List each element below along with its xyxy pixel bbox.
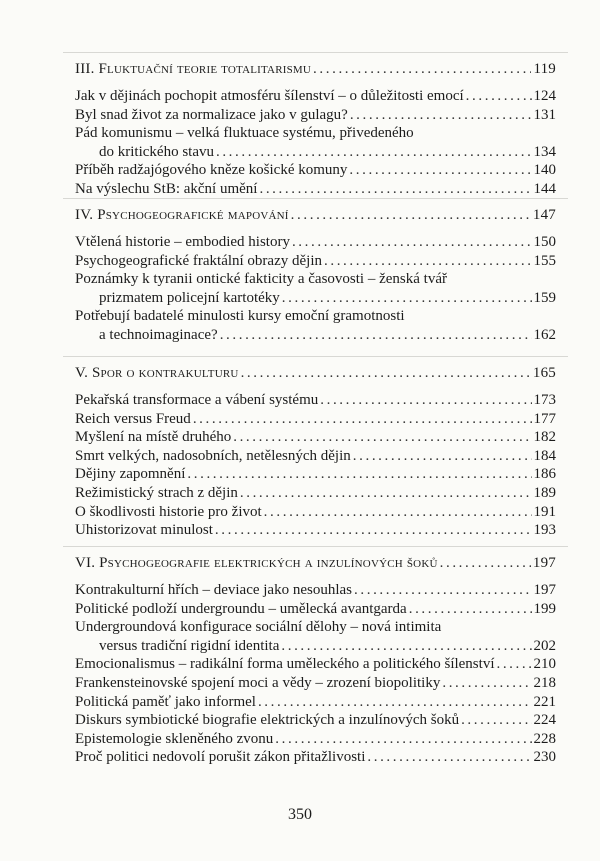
toc-entry xyxy=(75,307,556,326)
section-page: 147 xyxy=(532,207,556,223)
entry-page: 177 xyxy=(533,410,556,427)
entry-title: a technoimaginace? xyxy=(99,326,218,343)
leader-dots xyxy=(215,521,532,540)
entry-title: Psychogeografické fraktální obrazy dějin xyxy=(75,252,322,269)
toc-entry xyxy=(75,428,556,447)
section-heading xyxy=(75,364,556,384)
section-divider xyxy=(63,546,568,547)
toc-entry xyxy=(75,252,556,271)
toc-entry xyxy=(75,581,556,600)
entry-page: 134 xyxy=(533,143,556,160)
toc-entry xyxy=(75,447,556,466)
entry-page: 162 xyxy=(533,326,556,343)
leader-dots xyxy=(281,637,531,656)
leader-dots xyxy=(187,465,531,484)
toc-entry xyxy=(75,600,556,619)
toc-entry xyxy=(75,637,556,656)
toc-entry xyxy=(75,143,556,162)
toc-entry xyxy=(75,326,556,345)
toc-section xyxy=(75,364,556,540)
toc-entry xyxy=(75,730,556,749)
entry-page: 193 xyxy=(533,522,556,539)
toc-section xyxy=(75,206,556,345)
leader-dots xyxy=(240,484,532,503)
entry-page: 210 xyxy=(533,656,556,673)
entry-title: Jak v dějinách pochopit atmosféru šílenství – o důležitosti emocí xyxy=(75,88,464,104)
page-number: 350 xyxy=(288,806,312,823)
toc-entry xyxy=(75,465,556,484)
leader-dots xyxy=(354,581,531,600)
leader-dots xyxy=(292,233,532,252)
toc-entry xyxy=(75,391,556,410)
leader-dots xyxy=(442,674,531,693)
entry-page: 182 xyxy=(533,429,556,446)
leader-dots xyxy=(461,711,531,730)
toc-entry xyxy=(75,106,556,125)
toc-entry xyxy=(75,87,556,106)
entry-title: Poznámky k tyranii ontické fakticity a časovosti – ženská tvář xyxy=(75,271,447,288)
entry-title: versus tradiční rigidní identita xyxy=(99,637,280,654)
toc-entry xyxy=(75,748,556,767)
section-page: 197 xyxy=(532,555,556,571)
toc-entry xyxy=(75,521,556,540)
entry-page: 202 xyxy=(533,637,556,654)
section-divider xyxy=(63,356,568,357)
entry-title: Reich versus Freud xyxy=(75,410,191,427)
toc-entry xyxy=(75,410,556,429)
entry-page: 184 xyxy=(533,447,556,464)
section-page: 119 xyxy=(533,61,556,77)
entry-page: 140 xyxy=(533,162,556,179)
entry-page: 131 xyxy=(533,106,556,123)
leader-dots xyxy=(233,428,531,447)
section-title: III. Fluktuační teorie totalitarismu xyxy=(75,61,312,77)
leader-dots xyxy=(241,364,531,383)
entry-title: Myšlení na místě druhého xyxy=(75,429,232,446)
leader-dots xyxy=(291,206,531,225)
entry-title: Frankensteinovské spojení moci a vědy – zrození biopolitiky xyxy=(75,674,441,691)
leader-dots xyxy=(349,161,531,180)
toc-entry xyxy=(75,655,556,674)
entry-title: Politické podloží undergroundu – umělecká avantgarda xyxy=(75,600,407,617)
leader-dots xyxy=(275,730,531,749)
section-title: VI. Psychogeografie elektrických a inzulínových šoků xyxy=(75,555,438,571)
leader-dots xyxy=(220,326,532,345)
toc-entry xyxy=(75,484,556,503)
entry-title: Epistemologie skleněného zvonu xyxy=(75,730,274,747)
entry-page: 218 xyxy=(533,674,556,691)
entry-title: Vtělená historie – embodied history xyxy=(75,234,290,250)
entry-title: do kritického stavu xyxy=(99,143,214,160)
leader-dots xyxy=(320,391,531,410)
toc-entry xyxy=(75,711,556,730)
section-divider xyxy=(63,198,568,199)
leader-dots xyxy=(313,60,531,79)
toc-entry xyxy=(75,618,556,637)
leader-dots xyxy=(466,87,532,106)
entry-title: O škodlivosti historie pro život xyxy=(75,503,262,520)
toc-entry xyxy=(75,693,556,712)
leader-dots xyxy=(258,693,532,712)
leader-dots xyxy=(216,143,532,162)
entry-title: Dějiny zapomnění xyxy=(75,466,186,483)
toc-section xyxy=(75,60,556,199)
entry-title: Diskurs symbiotické biografie elektrických a inzulínových šoků xyxy=(75,712,460,729)
toc-entry xyxy=(75,233,556,252)
toc-section xyxy=(75,554,556,767)
section-title: IV. Psychogeografické mapování xyxy=(75,207,289,223)
section-heading xyxy=(75,60,556,80)
entry-title: Režimistický strach z dějin xyxy=(75,484,238,501)
entry-page: 150 xyxy=(533,234,556,250)
leader-dots xyxy=(350,106,532,125)
entry-title: Pád komunismu – velká fluktuace systému, přivedeného xyxy=(75,125,414,142)
leader-dots xyxy=(440,554,531,573)
toc-entry xyxy=(75,289,556,308)
leader-dots xyxy=(353,447,532,466)
entry-title: prizmatem policejní kartotéky xyxy=(99,289,280,306)
entry-page: 155 xyxy=(533,252,556,269)
section-heading xyxy=(75,206,556,226)
entry-page: 224 xyxy=(533,712,556,729)
leader-dots xyxy=(193,410,532,429)
entry-page: 124 xyxy=(533,88,556,104)
entry-title: Smrt velkých, nadosobních, netělesných dějin xyxy=(75,447,351,464)
entry-page: 173 xyxy=(533,392,556,408)
toc-entry xyxy=(75,674,556,693)
toc-entry xyxy=(75,161,556,180)
section-heading xyxy=(75,554,556,574)
leader-dots xyxy=(282,289,532,308)
entry-page: 191 xyxy=(533,503,556,520)
leader-dots xyxy=(324,252,532,271)
section-title: V. Spor o kontrakulturu xyxy=(75,365,239,381)
entry-title: Na výslechu StB: akční umění xyxy=(75,180,258,197)
entry-title: Proč politici nedovolí porušit zákon přitažlivosti xyxy=(75,749,366,766)
toc-entry xyxy=(75,270,556,289)
leader-dots xyxy=(259,180,531,199)
toc-entry xyxy=(75,503,556,522)
entry-title: Pekařská transformace a vábení systému xyxy=(75,392,319,408)
toc-entry xyxy=(75,180,556,199)
leader-dots xyxy=(496,655,531,674)
entry-page: 230 xyxy=(533,749,556,766)
section-divider xyxy=(63,52,568,53)
entry-page: 221 xyxy=(533,693,556,710)
leader-dots xyxy=(367,748,531,767)
entry-page: 144 xyxy=(533,180,556,197)
entry-title: Příběh radžajógového kněze košické komuny xyxy=(75,162,348,179)
toc-entry xyxy=(75,124,556,143)
entry-title: Politická paměť jako informel xyxy=(75,693,256,710)
leader-dots xyxy=(409,600,532,619)
entry-title: Uhistorizovat minulost xyxy=(75,522,213,539)
entry-page: 199 xyxy=(533,600,556,617)
entry-page: 189 xyxy=(533,484,556,501)
entry-title: Emocionalismus – radikální forma uměleckého a politického šílenství xyxy=(75,656,495,673)
entry-page: 186 xyxy=(533,466,556,483)
entry-page: 228 xyxy=(533,730,556,747)
entry-title: Byl snad život za normalizace jako v gulagu? xyxy=(75,106,348,123)
section-page: 165 xyxy=(532,365,556,381)
leader-dots xyxy=(264,503,532,522)
entry-page: 197 xyxy=(533,582,556,598)
entry-title: Kontrakulturní hřích – deviace jako nesouhlas xyxy=(75,582,353,598)
entry-page: 159 xyxy=(533,289,556,306)
entry-title: Undergroundová konfigurace sociální dělohy – nová intimita xyxy=(75,619,442,636)
entry-title: Potřebují badatelé minulosti kursy emoční gramotnosti xyxy=(75,308,405,325)
